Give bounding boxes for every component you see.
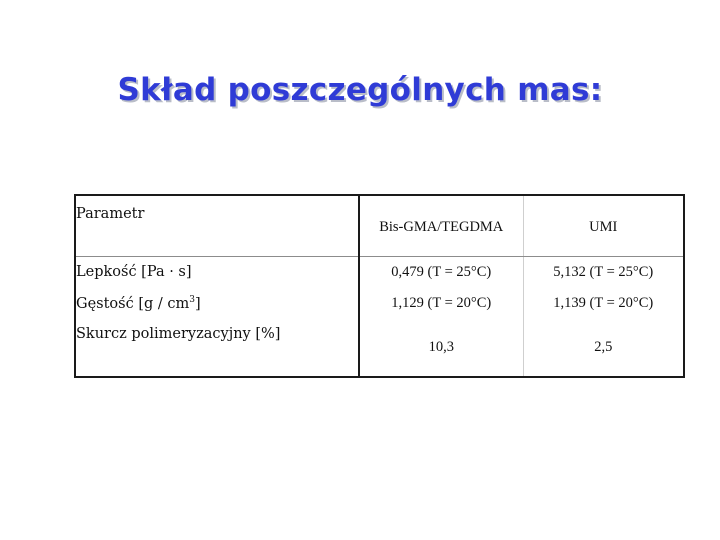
table-row: [76, 318, 683, 376]
gestosc-label-exponent: 3: [189, 294, 195, 305]
gestosc-label-suffix: ]: [194, 295, 201, 312]
table-row: [76, 288, 683, 318]
cell-lepkosc-bis-gma: 0,479 (T = 25°C): [359, 256, 523, 288]
header-parametr: Parametr: [76, 196, 359, 256]
cell-gestosc-umi: 1,139 (T = 20°C): [523, 288, 683, 318]
slide-title: Skład poszczególnych mas:: [117, 72, 603, 108]
table-header-row: [76, 196, 683, 256]
cell-skurcz-umi: 2,5: [523, 318, 683, 376]
table-row: [76, 256, 683, 288]
header-bis-gma-tegdma: Bis-GMA/TEGDMA: [359, 196, 523, 256]
row-label-skurcz: Skurcz polimeryzacyjny [%]: [76, 326, 281, 342]
cell-gestosc-bis-gma: 1,129 (T = 20°C): [359, 288, 523, 318]
header-umi: UMI: [523, 196, 683, 256]
cell-lepkosc-umi: 5,132 (T = 25°C): [523, 256, 683, 288]
parameters-table-grid: [76, 196, 683, 376]
row-label-lepkosc: Lepkość [Pa · s]: [76, 264, 192, 281]
row-label-gestosc: [76, 288, 359, 318]
gestosc-label-text: Gęstość [g / cm: [76, 295, 190, 312]
parameters-table: [74, 194, 685, 378]
cell-skurcz-bis-gma: 10,3: [359, 318, 523, 376]
